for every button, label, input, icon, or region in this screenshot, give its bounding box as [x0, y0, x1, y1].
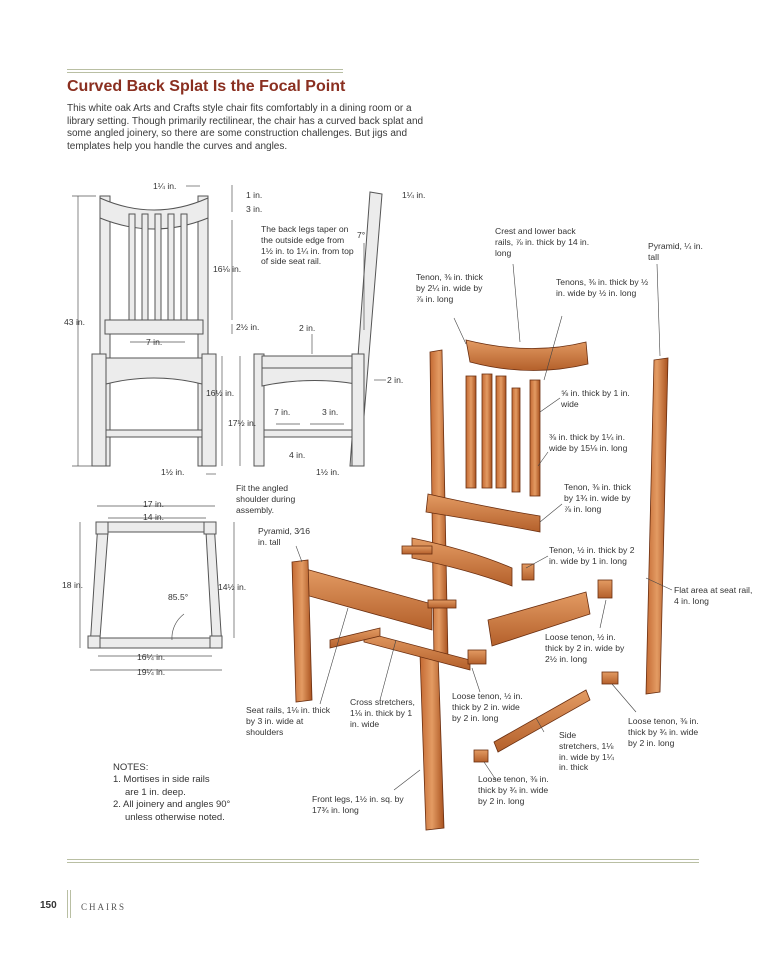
side-stretcher-b: 3 in.: [322, 407, 339, 417]
label-pyramid-back: Pyramid, ¼ in. tall: [648, 241, 703, 262]
label-pyramid-front: Pyramid, 3⁄16 in. tall: [258, 526, 311, 547]
note-line: 2. All joinery and angles 90°: [113, 799, 231, 811]
label-tenon-lower: Tenon, ⅜ in. thick by 1¾ in. wide by ⅞ in. long: [564, 482, 631, 514]
plan-back-width: 17 in.: [143, 499, 165, 509]
label-tenon-side: Tenon, ½ in. thick by 2 in. wide by 1 in. long: [549, 545, 635, 566]
label-tenons-slats: Tenons, ⅜ in. thick by ½ in. wide by ½ in. long: [556, 277, 649, 298]
note-line: 1. Mortises in side rails: [113, 774, 210, 786]
side-side-rail: 2 in.: [387, 375, 404, 385]
notes-block: [113, 762, 230, 824]
front-crest-width: 3 in.: [246, 204, 263, 214]
side-taper-note: The back legs taper on the outside edge from 1½ in. to 1¼ in. from top of side seat rail.: [261, 224, 354, 267]
plan-inner-front: 16¼ in.: [137, 652, 166, 662]
folio-divider: [67, 890, 68, 918]
front-crest-top: 1 in.: [246, 190, 263, 200]
label-cross-stretchers: Cross stretchers, 1⅛ in. thick by 1 in. wide: [350, 697, 415, 729]
intro-paragraph: This white oak Arts and Crafts style chair fits comfortably in a dining room or a library setting. Though primarily rectilinear, the chair has a curved back splat and some angled joinery, so there are some construction challenges. But jigs and templates help you handle the curves and angles.: [67, 103, 424, 152]
side-leg-width: 1½ in.: [316, 467, 340, 477]
plan-depth: 18 in.: [62, 580, 84, 590]
label-seat-rails: Seat rails, 1⅛ in. thick by 3 in. wide at shoulders: [246, 705, 331, 737]
side-stretcher-a: 7 in.: [274, 407, 291, 417]
label-front-legs: Front legs, 1½ in. sq. by 17¾ in. long: [312, 794, 404, 815]
front-seat-height: 16½ in.: [206, 388, 235, 398]
plan-front-width: 19¼ in.: [137, 667, 166, 677]
front-leg-width: 1½ in.: [161, 467, 185, 477]
page-title: Curved Back Splat Is the Focal Point: [67, 78, 346, 95]
label-slat-dims: ⅜ in. thick by 1¼ in. wide by 15⅛ in. long: [549, 432, 628, 453]
side-rail-depth: 2 in.: [299, 323, 316, 333]
plan-angle: 85.5°: [168, 592, 189, 602]
label-fit-shoulder: Fit the angled shoulder during assembly.: [236, 483, 296, 515]
front-lower-rail: 2½ in.: [236, 322, 260, 332]
front-splat-height: 16⅛ in.: [213, 264, 242, 274]
folio-divider-2: [70, 890, 71, 918]
label-slat-thin: ⅝ in. thick by 1 in. wide: [561, 388, 630, 409]
label-side-stretchers: Side stretchers, 1⅛ in. wide by 1¼ in. thick: [559, 730, 614, 773]
plan-inner-back: 14 in.: [143, 512, 165, 522]
label-loose-tenon-b: Loose tenon, ⅜ in. thick by ¾ in. wide by 2 in. long: [628, 716, 699, 748]
front-view: [92, 196, 216, 466]
front-top-offset: 1¼ in.: [153, 181, 177, 191]
label-flat-area: Flat area at seat rail, 4 in. long: [674, 585, 753, 606]
plan-side-depth: 14½ in.: [218, 582, 247, 592]
label-tenon-crest: Tenon, ⅜ in. thick by 2¼ in. wide by ⅞ in. long: [416, 272, 483, 304]
plan-view: [88, 522, 222, 648]
label-loose-tenon-a: Loose tenon, ½ in. thick by 2 in. wide by 2½ in. long: [545, 632, 625, 664]
front-splat-width: 7 in.: [146, 337, 163, 347]
label-loose-tenon-d: Loose tenon, ⅜ in. thick by ¾ in. wide by 2 in. long: [478, 774, 549, 806]
note-line: unless otherwise noted.: [125, 811, 225, 823]
notes-title: NOTES:: [113, 762, 149, 773]
side-stretcher-offset: 4 in.: [289, 450, 306, 460]
label-crest-rails: Crest and lower back rails, ⅞ in. thick by 14 in. long: [495, 226, 590, 258]
note-line: are 1 in. deep.: [125, 786, 186, 798]
running-head: CHAIRS: [81, 902, 127, 912]
side-angle: 7°: [357, 230, 366, 240]
front-overall-height: 43 in.: [64, 317, 86, 327]
page-number: 150: [40, 900, 57, 911]
side-top-dim: 1¼ in.: [402, 190, 426, 200]
side-stretcher-height: 17½ in.: [228, 418, 257, 428]
label-loose-tenon-c: Loose tenon, ½ in. thick by 2 in. wide by 2 in. long: [452, 691, 523, 723]
